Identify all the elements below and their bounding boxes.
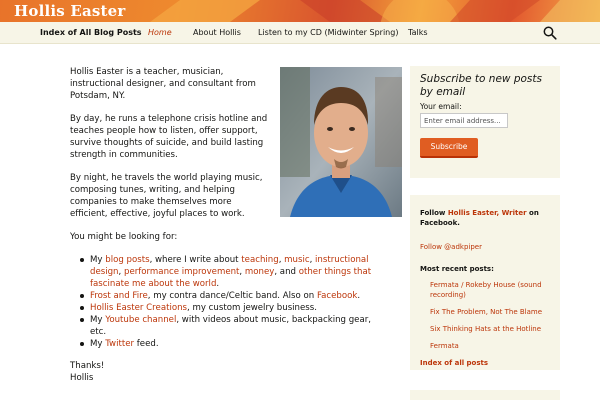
- frost-and-fire-link[interactable]: Frost and Fire: [90, 291, 148, 301]
- nav-item-index[interactable]: Index of All Blog Posts: [40, 28, 142, 37]
- blog-posts-link[interactable]: blog posts: [105, 255, 150, 265]
- recent-post-link[interactable]: Fermata / Rokeby House (sound recording): [430, 281, 542, 299]
- email-field[interactable]: Enter email address...: [420, 113, 508, 128]
- list-item: [90, 290, 375, 302]
- twitter-link[interactable]: Twitter: [105, 339, 135, 349]
- list-item: [90, 338, 375, 350]
- thanks-text: Thanks!: [70, 361, 105, 371]
- looking-for-text: You might be looking for:: [70, 232, 178, 242]
- list-item: [90, 314, 375, 338]
- list-text: , where I write about: [149, 255, 242, 265]
- facebook-follow-line: [420, 208, 550, 228]
- intro-paragraph: Hollis Easter is a teacher, musician, instructional designer, and consultant from Potsdam, NY.: [70, 67, 256, 101]
- links-list: [90, 254, 375, 350]
- recent-posts-list: [420, 280, 550, 351]
- site-title-link[interactable]: Hollis Easter: [14, 2, 126, 20]
- twitter-follow-link[interactable]: Follow @adkpiper: [420, 243, 482, 251]
- subscribe-widget: [410, 66, 560, 178]
- list-text: , my custom jewelry business.: [187, 303, 317, 313]
- list-text: My: [90, 315, 106, 325]
- author-photo: [280, 67, 402, 217]
- night-paragraph: By night, he travels the world playing music, composing tunes, writing, and helping companies to make themselves more efficient, effective, joyful places to work.: [70, 173, 263, 219]
- instructional-design-link[interactable]: instructional design: [90, 255, 369, 277]
- recent-posts-heading: Most recent posts:: [420, 265, 494, 273]
- other-things-link[interactable]: other things that fascinate me about the world: [90, 267, 372, 289]
- subscribe-button[interactable]: Subscribe: [420, 138, 478, 158]
- teaching-link[interactable]: teaching: [241, 255, 279, 265]
- list-text: My: [90, 339, 106, 349]
- follow-suffix: on Facebook.: [420, 209, 539, 227]
- nav-item-talks[interactable]: Talks: [408, 28, 428, 37]
- day-paragraph: By day, he runs a telephone crisis hotline and teaches people how to listen, offer support, survive thoughts of suicide, and build lasting strength in communities.: [70, 114, 268, 160]
- list-text: , with videos about music, backpacking gear, etc.: [90, 315, 371, 337]
- recent-post-link[interactable]: Fix The Problem, Not The Blame: [430, 308, 543, 316]
- money-link[interactable]: money: [244, 267, 275, 277]
- follow-prefix: Follow: [420, 209, 448, 217]
- email-label: Your email:: [420, 102, 462, 111]
- recent-post-link[interactable]: Fermata: [430, 342, 459, 350]
- subscribe-title: Subscribe to new posts by email: [420, 73, 542, 98]
- youtube-link[interactable]: Youtube channel: [105, 315, 177, 325]
- facebook-link[interactable]: Facebook: [316, 291, 358, 301]
- nav-item-home[interactable]: Home: [148, 28, 172, 37]
- list-text: ,: [278, 255, 285, 265]
- performance-improvement-link[interactable]: performance improvement: [123, 267, 240, 277]
- signature-text: Hollis: [70, 373, 94, 383]
- list-text: ,: [239, 267, 245, 277]
- nav-item-listen-cd[interactable]: Listen to my CD (Midwinter Spring): [258, 28, 399, 37]
- list-text: ,: [118, 267, 124, 277]
- social-widget: [410, 195, 560, 370]
- search-icon[interactable]: [543, 26, 557, 40]
- list-text: .: [357, 291, 361, 301]
- list-text: ,: [309, 255, 316, 265]
- list-text: feed.: [134, 339, 159, 349]
- list-item: [90, 254, 375, 290]
- recent-post-link[interactable]: Six Thinking Hats at the Hotline: [430, 325, 542, 333]
- index-of-all-posts-link[interactable]: Index of all posts: [420, 359, 489, 367]
- facebook-page-link[interactable]: Hollis Easter, Writer: [447, 209, 527, 217]
- list-text: , and: [274, 267, 299, 277]
- next-widget: [410, 390, 560, 400]
- site-header: [0, 0, 600, 22]
- list-text: .: [216, 279, 220, 289]
- main-nav: [0, 22, 600, 44]
- music-link[interactable]: music: [284, 255, 310, 265]
- nav-item-about[interactable]: About Hollis: [193, 28, 241, 37]
- list-text: My: [90, 255, 106, 265]
- list-item: [90, 302, 375, 314]
- creations-link[interactable]: Hollis Easter Creations: [90, 303, 188, 313]
- list-text: , my contra dance/Celtic band. Also on: [147, 291, 317, 301]
